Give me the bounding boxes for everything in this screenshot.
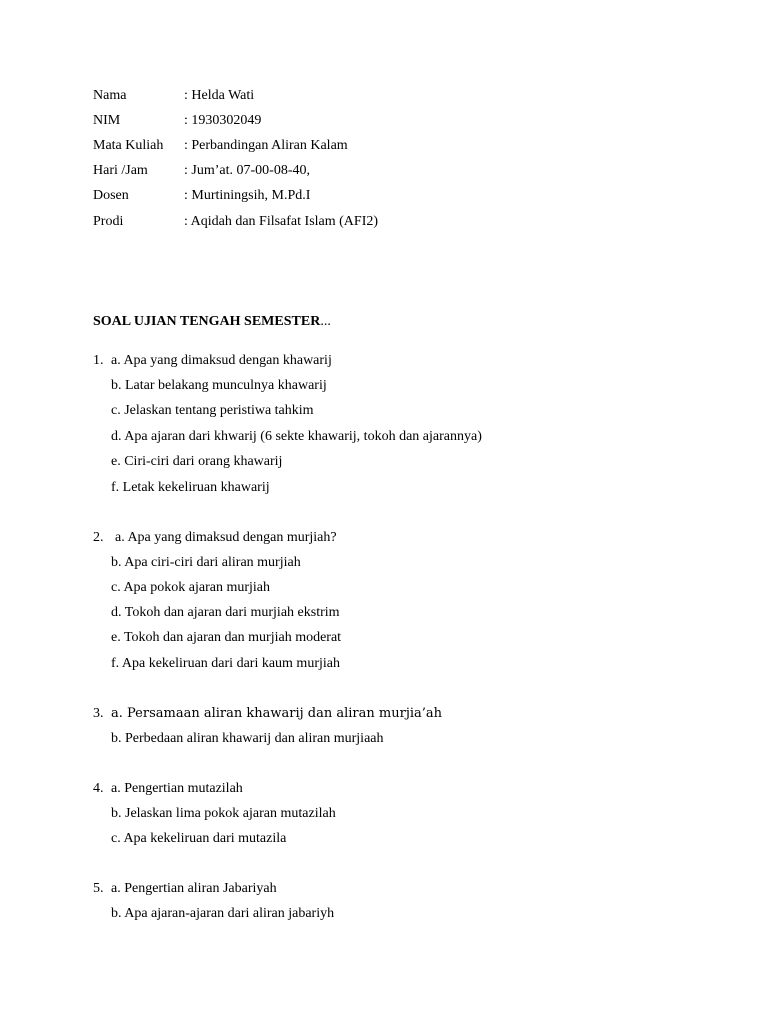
exam-heading	[93, 312, 331, 332]
question-number: 1.	[93, 353, 104, 368]
question-item: b. Perbedaan aliran khawarij dan aliran murjiaah	[111, 731, 384, 746]
question-item: c. Apa pokok ajaran murjiah	[111, 580, 271, 595]
question-item: b. Jelaskan lima pokok ajaran mutazilah	[111, 806, 336, 821]
info-value: : Jum’at. 07-00-08-40,	[184, 163, 310, 178]
question-item: b. Apa ciri-ciri dari aliran murjiah	[111, 555, 301, 570]
question-item: a. Pengertian aliran Jabariyah	[111, 881, 277, 896]
question-item: b. Latar belakang munculnya khawarij	[111, 378, 327, 393]
question-item: c. Jelaskan tentang peristiwa tahkim	[111, 403, 314, 418]
info-row-prodi	[93, 212, 378, 232]
exam-title-suffix: ...	[320, 314, 331, 329]
question-item: e. Tokoh dan ajaran dan murjiah moderat	[111, 630, 342, 645]
info-row-hari-jam	[93, 161, 310, 181]
info-label: Hari /Jam	[93, 163, 148, 178]
info-label: Nama	[93, 88, 127, 103]
question-item: a. Persamaan aliran khawarij dan aliran murjia’ah	[111, 706, 443, 721]
info-value: : Aqidah dan Filsafat Islam (AFI2)	[184, 214, 379, 229]
question-item: f. Apa kekeliruan dari dari kaum murjiah	[111, 656, 340, 671]
info-value: : Perbandingan Aliran Kalam	[184, 138, 348, 153]
question-item: d. Apa ajaran dari khwarij (6 sekte khawarij, tokoh dan ajarannya)	[111, 429, 482, 444]
info-row-mata-kuliah	[93, 136, 348, 156]
info-value: : Helda Wati	[184, 88, 255, 103]
info-label: Mata Kuliah	[93, 138, 164, 153]
info-label: Dosen	[93, 188, 129, 203]
question-number: 2.	[93, 530, 104, 545]
question-item: b. Apa ajaran-ajaran dari aliran jabariyh	[111, 906, 335, 921]
info-value: : Murtiningsih, M.Pd.I	[184, 188, 311, 203]
question-item: a. Pengertian mutazilah	[111, 781, 243, 796]
question-item: f. Letak kekeliruan khawarij	[111, 480, 270, 495]
info-row-nim	[93, 111, 261, 131]
question-number: 4.	[93, 781, 104, 796]
info-row-nama	[93, 86, 254, 106]
question-item: d. Tokoh dan ajaran dari murjiah ekstrim	[111, 605, 340, 620]
info-value: : 1930302049	[184, 113, 262, 128]
question-item: c. Apa kekeliruan dari mutazila	[111, 831, 287, 846]
question-item: a. Apa yang dimaksud dengan khawarij	[111, 353, 332, 368]
info-label: NIM	[93, 113, 121, 128]
question-item: a. Apa yang dimaksud dengan murjiah?	[115, 530, 337, 545]
question-item: e. Ciri-ciri dari orang khawarij	[111, 454, 283, 469]
question-number: 3.	[93, 706, 104, 721]
question-number: 5.	[93, 881, 104, 896]
exam-title: SOAL UJIAN TENGAH SEMESTER	[93, 314, 321, 329]
info-label: Prodi	[93, 214, 124, 229]
info-row-dosen	[93, 186, 310, 206]
